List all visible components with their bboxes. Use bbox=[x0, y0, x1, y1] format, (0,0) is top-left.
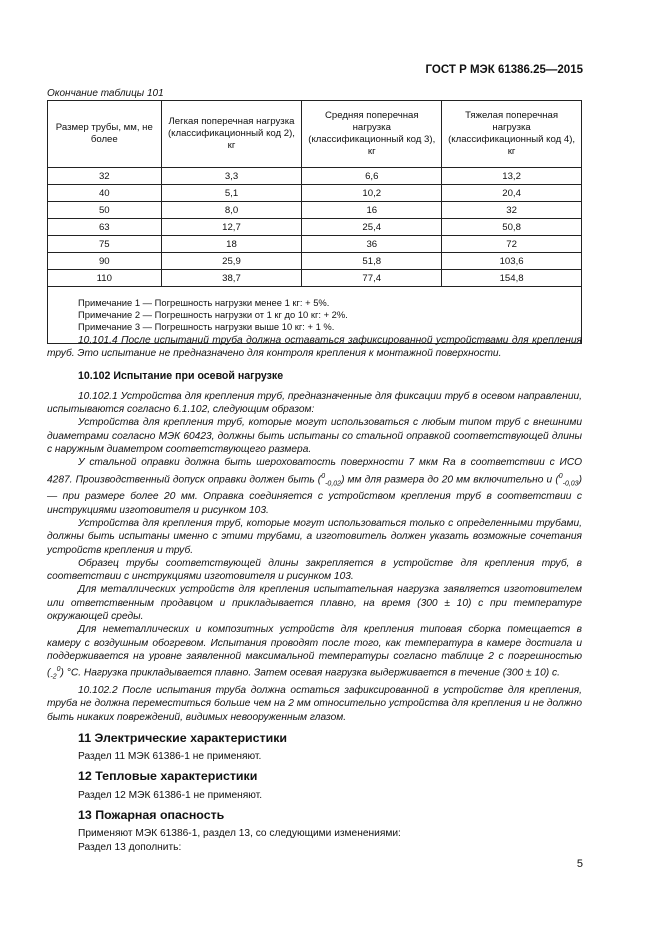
table-row bbox=[48, 185, 582, 202]
column-header: Размер трубы, мм, не более bbox=[48, 101, 162, 168]
table-cell: 75 bbox=[48, 236, 162, 253]
table-cell: 40 bbox=[48, 185, 162, 202]
paragraph-metallic: Для металлических устройств для крепления испытательная нагрузка заявляется изготовителем или ответственным продавцом и прикладывается плавно, на время (300 ± 10) с при температуре окружающей среды. bbox=[47, 584, 582, 623]
table-note: Примечание 3 — Погрешность нагрузки выше 10 кг: + 1 %. bbox=[78, 321, 335, 333]
paragraph-10-101-4: 10.101.4 После испытаний труба должна оставаться зафиксированной устройствами для крепления труб. Это испытание не предназначено для контроля крепления к монтажной поверхности. bbox=[47, 335, 582, 360]
paragraph-section-12: Раздел 12 МЭК 61386-1 не применяют. bbox=[78, 789, 263, 801]
table-cell: 77,4 bbox=[302, 270, 442, 287]
paragraph-10-102-2: 10.102.2 После испытания труба должна остаться зафиксированной в устройстве для крепления, труба не должна переместиться больше чем на 2 мм относительно устройства для крепления и не должно быть никаких повреждений, видимых невооруженным глазом. bbox=[47, 684, 582, 723]
paragraph-specific-tubes: Устройства для крепления труб, которые могут использоваться только с определенными трубами, должны быть испытаны именно с этими трубами, а изготовитель должен указать возможные сочетания устройств крепления и труб. bbox=[47, 517, 582, 556]
heading-section-12: 12 Тепловые характеристики bbox=[78, 769, 258, 784]
table-cell: 10,2 bbox=[302, 185, 442, 202]
body-text bbox=[47, 334, 582, 854]
table-cell: 18 bbox=[161, 236, 302, 253]
paragraph-nonmetallic: Для неметаллических и композитных устройств для крепления типовая сборка помещается в камеру с воздушным обогревом. Испытания проводят после того, как температура в камере достигла и поддерживается на уровне заявленной максимальной температуры согласно таблице 2 с погрешностью $(_{-2}^0)$ °С. Нагрузка прикладывается плавно. Затем осевая нагрузка выдерживается в течение (300 ± 10) с. bbox=[47, 624, 582, 681]
table-cell: 90 bbox=[48, 253, 162, 270]
table-row bbox=[48, 253, 582, 270]
load-table bbox=[47, 100, 582, 344]
table-cell: 63 bbox=[48, 219, 162, 236]
table-cell: 8,0 bbox=[161, 202, 302, 219]
column-header: Тяжелая поперечная нагрузка (классификационный код 4), кг bbox=[442, 101, 582, 168]
column-header: Средняя поперечная нагрузка (классификационный код 3), кг bbox=[302, 101, 442, 168]
table-cell: 20,4 bbox=[442, 185, 582, 202]
table-row bbox=[48, 270, 582, 287]
table-cell: 50 bbox=[48, 202, 162, 219]
table-cell: 38,7 bbox=[161, 270, 302, 287]
table-cell: 36 bbox=[302, 236, 442, 253]
table-cell: 32 bbox=[48, 168, 162, 185]
table-cell: 3,3 bbox=[161, 168, 302, 185]
table-cell: 25,4 bbox=[302, 219, 442, 236]
table-note: Примечание 1 — Погрешность нагрузки менее 1 кг: + 5%. bbox=[78, 296, 330, 308]
table-cell: 5,1 bbox=[161, 185, 302, 202]
paragraph-section-13-b: Раздел 13 дополнить: bbox=[78, 841, 182, 853]
table-cell: 12,7 bbox=[161, 219, 302, 236]
column-header: Легкая поперечная нагрузка (классификационный код 2), кг bbox=[161, 101, 302, 168]
table-note: Примечание 2 — Погрешность нагрузки от 1 кг до 10 кг: + 2%. bbox=[78, 308, 348, 320]
table-cell: 110 bbox=[48, 270, 162, 287]
paragraph-10-102-1: 10.102.1 Устройства для крепления труб, предназначенные для фиксации труб в осевом направлении, испытываются согласно 6.1.102, следующим образом: bbox=[47, 390, 582, 416]
table-cell: 51,8 bbox=[302, 253, 442, 270]
document-header: ГОСТ Р МЭК 61386.25—2015 bbox=[425, 64, 583, 76]
heading-section-13: 13 Пожарная опасность bbox=[78, 808, 225, 823]
paragraph-mandrel-general: Устройства для крепления труб, которые могут использоваться с любым типом труб с внешними диаметрами согласно МЭК 60423, должны быть испытаны со стальной оправкой соответствующей длины с наружным диаметром соответствующего размера. bbox=[47, 417, 582, 456]
page-number: 5 bbox=[576, 858, 583, 870]
paragraph-sample: Образец трубы соответствующей длины закрепляется в устройстве для крепления труб, в соответствии с инструкциями изготовителя и рисунком 103. bbox=[47, 557, 582, 583]
table-row bbox=[48, 219, 582, 236]
table-cell: 103,6 bbox=[442, 253, 582, 270]
table-cell: 13,2 bbox=[442, 168, 582, 185]
table-cell: 16 bbox=[302, 202, 442, 219]
table-header-row bbox=[48, 101, 582, 168]
paragraph-mandrel-tolerance: У стальной оправки должна быть шероховатость поверхности 7 мкм Ra в соответствии с ИСО 4287. Производственный допуск оправки должен быть ($^0_{-0,02}$) мм для размера до 20 мм включительно и ($^0_{-0,03}$) — при размере более 20 мм. Оправка соединяется с устройством крепления труб в соответствии с инструкциями изготовителя и рисунком 103. bbox=[47, 457, 582, 516]
table-cell: 25,9 bbox=[161, 253, 302, 270]
heading-10-102: 10.102 Испытание при осевой нагрузке bbox=[78, 369, 284, 382]
table-caption: Окончание таблицы 101 bbox=[47, 88, 164, 99]
table-cell: 6,6 bbox=[302, 168, 442, 185]
table-row bbox=[48, 236, 582, 253]
table-row bbox=[48, 202, 582, 219]
table-cell: 72 bbox=[442, 236, 582, 253]
table-cell: 154,8 bbox=[442, 270, 582, 287]
table-row bbox=[48, 168, 582, 185]
heading-section-11: 11 Электрические характеристики bbox=[78, 730, 288, 745]
paragraph-section-13-a: Применяют МЭК 61386-1, раздел 13, со следующими изменениями: bbox=[78, 828, 401, 840]
table-cell: 32 bbox=[442, 202, 582, 219]
table-cell: 50,8 bbox=[442, 219, 582, 236]
paragraph-section-11: Раздел 11 МЭК 61386-1 не применяют. bbox=[78, 751, 262, 763]
